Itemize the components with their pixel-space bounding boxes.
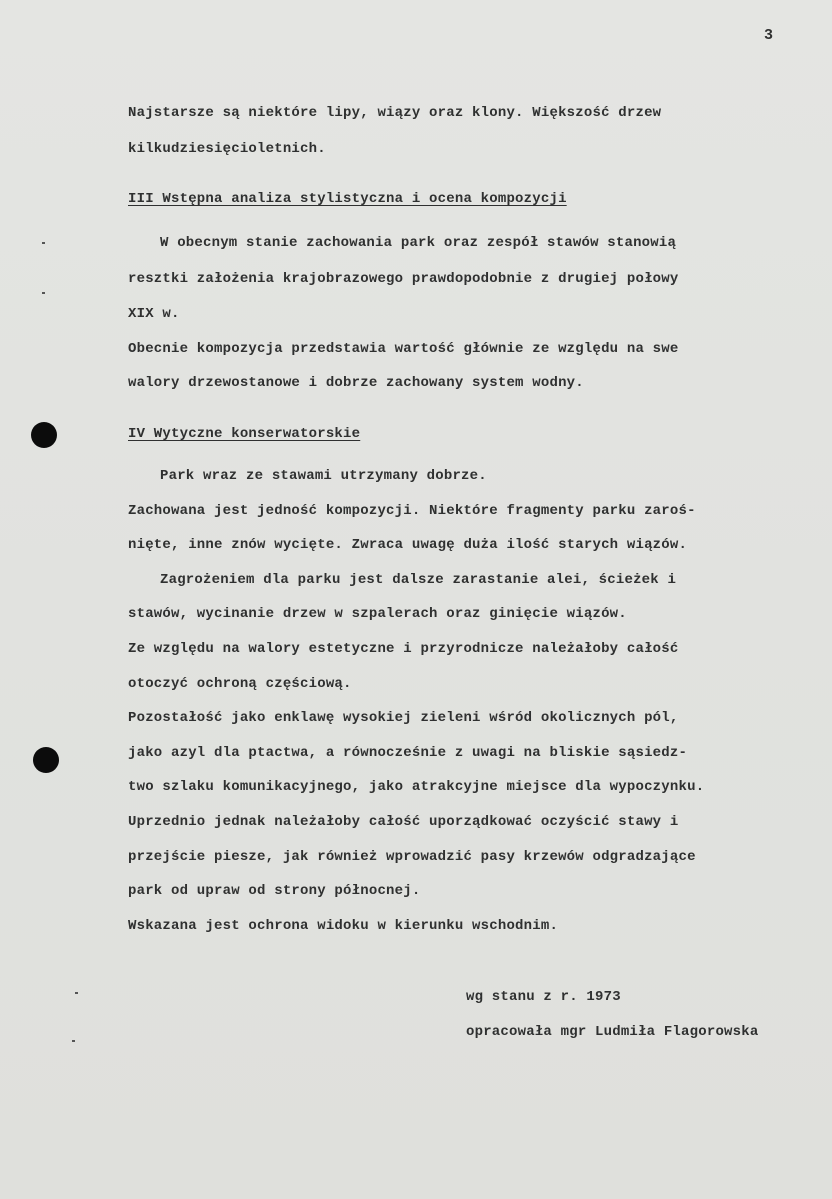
- date-line: wg stanu z r. 1973: [466, 989, 621, 1005]
- body-line: Zagrożeniem dla parku jest dalsze zarastanie alei, ścieżek i: [160, 572, 677, 588]
- body-line: Pozostałość jako enklawę wysokiej zieleni wśród okolicznych pól,: [128, 710, 679, 726]
- punch-hole-top: [31, 422, 57, 448]
- body-line: resztki założenia krajobrazowego prawdopodobnie z drugiej połowy: [128, 271, 679, 287]
- body-line: W obecnym stanie zachowania park oraz zespół stawów stanowią: [160, 235, 677, 251]
- punch-hole-bottom: [33, 747, 59, 773]
- body-line: otoczyć ochroną częściową.: [128, 676, 352, 692]
- body-line: XIX w.: [128, 306, 180, 322]
- body-line: kilkudziesięcioletnich.: [128, 141, 326, 157]
- body-line: jako azyl dla ptactwa, a równocześnie z uwagi na bliskie sąsiedz-: [128, 745, 688, 761]
- body-line: Ze względu na walory estetyczne i przyrodnicze należałoby całość: [128, 641, 679, 657]
- author-line: opracowała mgr Ludmiła Flagorowska: [466, 1024, 759, 1040]
- body-line: Zachowana jest jedność kompozycji. Niektóre fragmenty parku zaroś-: [128, 503, 696, 519]
- body-line: Wskazana jest ochrona widoku w kierunku wschodnim.: [128, 918, 559, 934]
- body-line: przejście piesze, jak również wprowadzić pasy krzewów odgradzające: [128, 849, 696, 865]
- body-line: Park wraz ze stawami utrzymany dobrze.: [160, 468, 487, 484]
- body-line: stawów, wycinanie drzew w szpalerach oraz ginięcie wiązów.: [128, 606, 627, 622]
- margin-mark: [42, 242, 45, 244]
- body-line: Najstarsze są niektóre lipy, wiązy oraz klony. Większość drzew: [128, 105, 662, 121]
- body-line: nięte, inne znów wycięte. Zwraca uwagę duża ilość starych wiązów.: [128, 537, 688, 553]
- margin-mark: [42, 292, 45, 294]
- body-line: Obecnie kompozycja przedstawia wartość głównie ze względu na swe: [128, 341, 679, 357]
- margin-mark: [72, 1040, 75, 1042]
- section-heading: IV Wytyczne konserwatorskie: [128, 426, 361, 442]
- margin-mark: [75, 992, 78, 994]
- body-line: two szlaku komunikacyjnego, jako atrakcyjne miejsce dla wypoczynku.: [128, 779, 705, 795]
- section-heading: III Wstępna analiza stylistyczna i ocena kompozycji: [128, 191, 567, 207]
- body-line: Uprzednio jednak należałoby całość uporządkować oczyścić stawy i: [128, 814, 679, 830]
- body-line: park od upraw od strony północnej.: [128, 883, 421, 899]
- page-number: 3: [764, 27, 774, 44]
- body-line: walory drzewostanowe i dobrze zachowany system wodny.: [128, 375, 584, 391]
